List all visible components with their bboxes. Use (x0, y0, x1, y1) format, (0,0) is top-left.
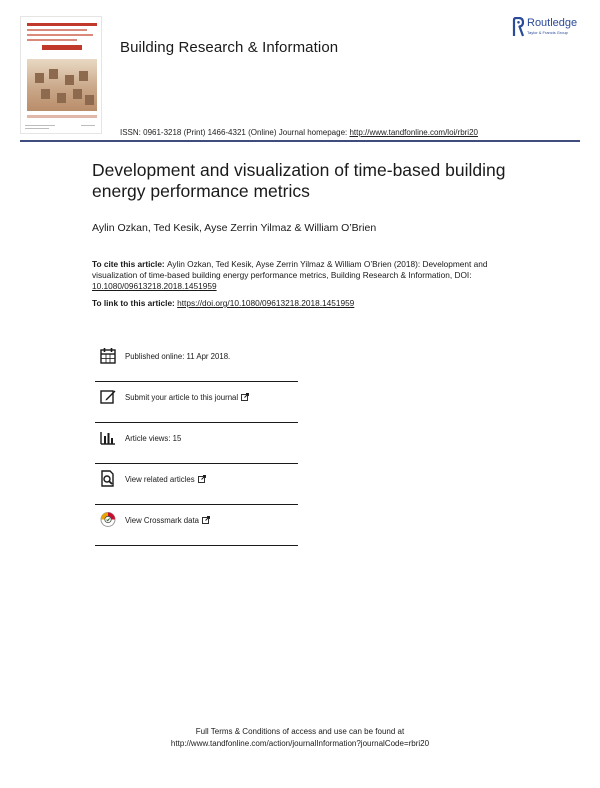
external-link-icon (198, 475, 206, 483)
crossmark-label: View Crossmark data (125, 516, 199, 525)
issn-text: ISSN: 0961-3218 (Print) 1466-4321 (Online) Journal homepage: (120, 128, 350, 137)
terms-text: Full Terms & Conditions of access and use can be found at (195, 727, 405, 736)
article-views-row (95, 423, 298, 464)
issn-line (120, 128, 478, 137)
published-online-label: Published online: 11 Apr 2018. (125, 352, 231, 361)
calendar-icon (100, 347, 116, 364)
publisher-logo (512, 17, 592, 39)
crossmark-row[interactable] (95, 505, 298, 546)
citation-label: To cite this article: (92, 259, 167, 269)
citation-doi-link[interactable]: 10.1080/09613218.2018.1451959 (92, 281, 217, 291)
journal-cover (20, 16, 102, 134)
article-views-label: Article views: 15 (125, 434, 182, 443)
submit-article-link[interactable] (125, 393, 249, 402)
cover-footer (25, 125, 99, 131)
cover-photo (27, 59, 97, 111)
external-link-icon (241, 393, 249, 401)
journal-title: Building Research & Information (120, 39, 339, 56)
cover-band (27, 115, 97, 118)
publisher-name: Routledge (527, 17, 578, 29)
routledge-mark-icon (512, 17, 524, 37)
article-meta-list (95, 341, 298, 546)
article-authors: Aylin Ozkan, Ted Kesik, Ayse Zerrin Yilmaz & William O’Brien (92, 222, 377, 234)
citation-block (92, 259, 512, 292)
crossmark-icon (100, 511, 116, 528)
terms-url[interactable]: http://www.tandfonline.com/action/journalInformation?journalCode=rbri20 (170, 739, 430, 748)
bar-chart-icon (100, 429, 116, 446)
search-document-icon (100, 470, 116, 487)
article-link-label: To link to this article: (92, 298, 178, 308)
external-link-icon (202, 516, 210, 524)
related-articles-row[interactable] (95, 464, 298, 505)
edit-icon (100, 388, 116, 405)
crossmark-link[interactable] (125, 516, 210, 525)
header-rule (20, 140, 580, 142)
related-articles-label: View related articles (125, 475, 195, 484)
submit-article-label: Submit your article to this journal (125, 393, 239, 402)
terms-footer (0, 726, 600, 750)
journal-homepage-link[interactable]: http://www.tandfonline.com/loi/rbri20 (349, 128, 478, 137)
published-online-row (95, 341, 298, 382)
publisher-subtitle: Taylor & Francis Group (527, 30, 568, 35)
related-articles-link[interactable] (125, 475, 206, 484)
submit-article-row[interactable] (95, 382, 298, 423)
cover-title-block (27, 23, 97, 57)
citation-text: Aylin Ozkan, Ted Kesik, Ayse Zerrin Yilmaz & William O’Brien (2018): Development and visualization of time-based building energy performance metrics, Building Research & Information, DOI: (92, 259, 488, 280)
article-doi-link[interactable]: https://doi.org/10.1080/09613218.2018.1451959 (177, 298, 355, 308)
article-link-block (92, 298, 354, 308)
article-title: Development and visualization of time-based building energy performance metrics (92, 160, 506, 201)
